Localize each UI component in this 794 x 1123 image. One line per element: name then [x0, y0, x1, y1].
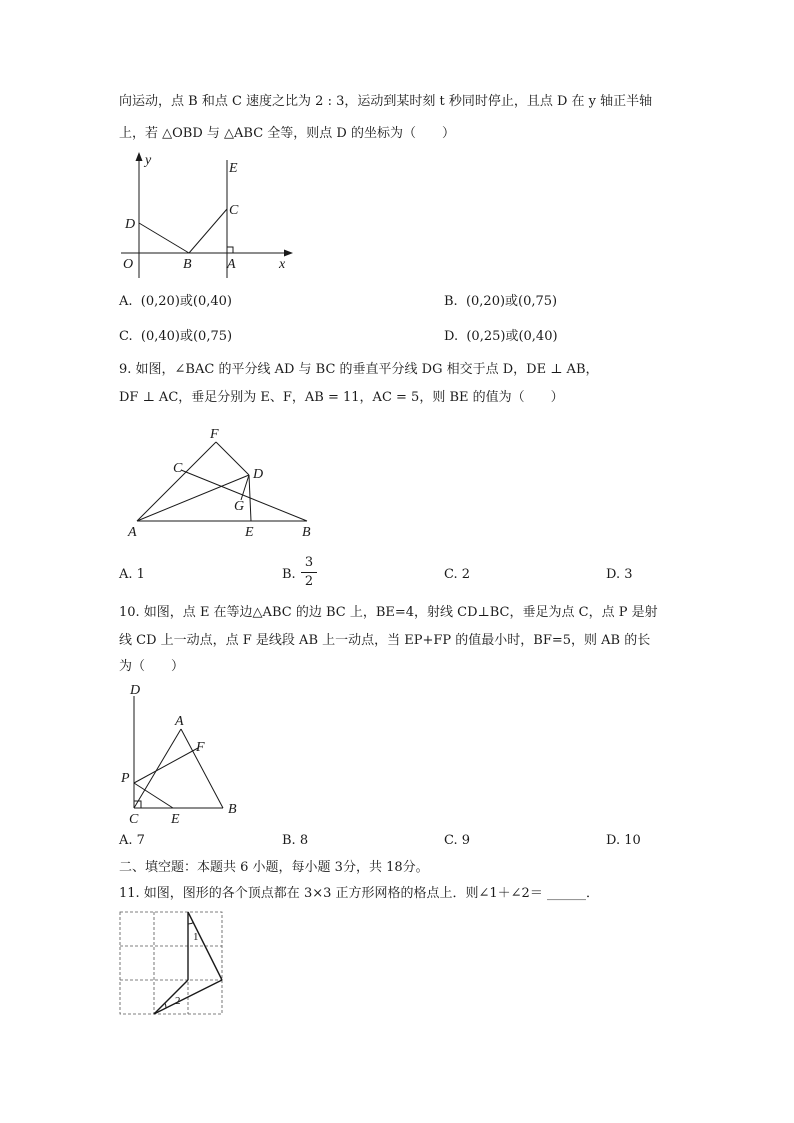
q11-label-angle1: 1	[193, 931, 199, 943]
q8-label-B: B	[183, 257, 192, 272]
q10-label-P: P	[121, 771, 130, 786]
q10-option-d: D. 10	[606, 833, 641, 848]
q9-option-b-fraction	[301, 555, 317, 590]
q11-figure	[118, 910, 228, 1020]
q8-option-c: C. (0,40)或(0,75)	[119, 329, 233, 344]
q8-label-y: y	[145, 153, 152, 168]
q11-label-angle2: 2	[175, 995, 181, 1007]
q9-label-E: E	[245, 525, 254, 540]
q9-option-c: C. 2	[444, 567, 471, 582]
q10-text-line1: 10. 如图，点 E 在等边△ABC 的边 BC 上，BE=4，射线 CD⊥BC，垂足为点 C，点 P 是射	[119, 605, 658, 620]
q9-label-G: G	[234, 499, 245, 514]
q10-label-A: A	[175, 714, 184, 729]
q10-option-b: B. 8	[282, 833, 309, 848]
q9-label-D: D	[253, 467, 264, 482]
q10-label-F: F	[196, 740, 205, 755]
q10-option-a: A. 7	[119, 833, 145, 848]
q8-option-b: B. (0,20)或(0,75)	[444, 294, 558, 309]
q9-label-A: A	[128, 525, 137, 540]
q8-text-line1: 向运动，点 B 和点 C 速度之比为 2 : 3，运动到某时刻 t 秒同时停止，且点 D 在 y 轴正半轴	[119, 94, 653, 109]
q8-label-A: A	[227, 257, 236, 272]
fraction-bar	[301, 572, 317, 573]
q9-label-F: F	[210, 427, 219, 442]
fraction-numerator: 3	[304, 555, 314, 570]
q10-label-E: E	[171, 812, 180, 827]
q8-label-O: O	[123, 257, 134, 272]
q9-text-line1: 9. 如图，∠BAC 的平分线 AD 与 BC 的垂直平分线 DG 相交于点 D，DE ⊥ AB，	[119, 362, 599, 377]
fraction-denominator: 2	[304, 574, 314, 589]
q8-label-D: D	[125, 217, 136, 232]
q8-figure	[115, 150, 305, 280]
q8-label-x: x	[279, 257, 286, 272]
q9-option-d: D. 3	[606, 567, 633, 582]
q9-label-B: B	[302, 525, 311, 540]
q11-text: 11. 如图，图形的各个顶点都在 3×3 正方形网格的格点上．则∠1＋∠2＝ ______．	[119, 886, 599, 901]
q9-label-C: C	[173, 461, 183, 476]
q10-label-D: D	[130, 683, 141, 698]
q10-text-line2: 线 CD 上一动点，点 F 是线段 AB 上一动点，当 EP+FP 的值最小时，BF=5，则 AB 的长	[119, 633, 651, 648]
q9-text-line2: DF ⊥ AC，垂足分别为 E、F，AB = 11，AC = 5，则 BE 的值为（ ）	[119, 390, 564, 405]
q10-figure	[115, 682, 245, 827]
q10-option-c: C. 9	[444, 833, 471, 848]
q10-text-line3: 为（ ）	[119, 659, 185, 674]
section-heading-fill-in: 二、填空题：本题共 6 小题，每小题 3分，共 18分。	[119, 860, 429, 875]
q8-label-C: C	[229, 203, 239, 218]
q10-label-C: C	[129, 812, 139, 827]
q8-option-d: D. (0,25)或(0,40)	[444, 329, 558, 344]
q9-option-b: B.	[282, 567, 296, 582]
q9-figure	[120, 422, 330, 544]
q8-option-a: A. (0,20)或(0,40)	[119, 294, 232, 309]
q8-text-line2: 上，若 △OBD 与 △ABC 全等，则点 D 的坐标为（ ）	[119, 126, 455, 141]
q9-option-a: A. 1	[119, 567, 145, 582]
q10-label-B: B	[228, 802, 237, 817]
q8-label-E: E	[229, 161, 238, 176]
